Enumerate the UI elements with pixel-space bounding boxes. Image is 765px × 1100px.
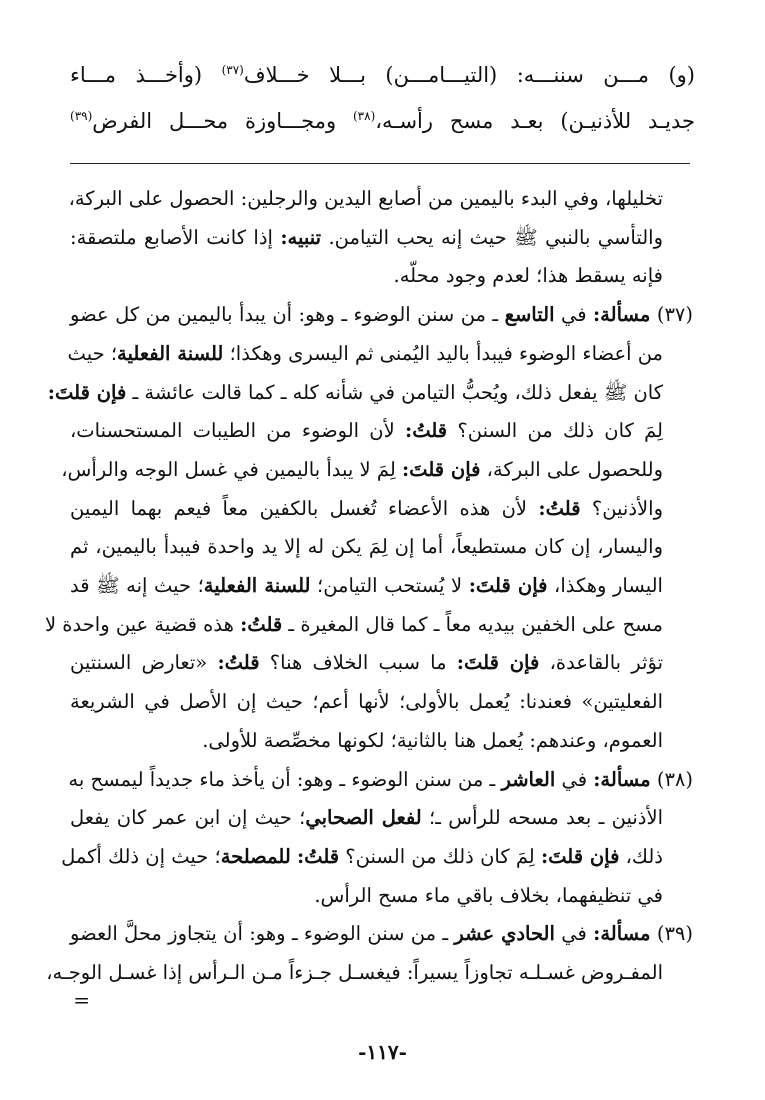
continuation-mark: =	[73, 988, 90, 1012]
note-keyword: قلتُ:	[240, 612, 283, 636]
note-37-line	[70, 567, 693, 606]
note-keyword: للسنة الفعلية	[203, 574, 311, 598]
note-keyword: لفعل الصحابي	[305, 806, 422, 830]
text-run: ؛ حيث إن ابن عمر كان يفعل	[70, 806, 306, 830]
note-38-line: في تنظيفهما، بخلاف باقي ماء مسح الرأس.	[314, 883, 663, 907]
note-keyword: فإن قلتَ:	[47, 380, 127, 404]
text-run: ذلك،	[619, 844, 663, 868]
note-keyword: مسألة:	[593, 922, 651, 946]
text-run: كان ﷺ يفعل ذلك، ويُحبُّ التيامن في شأنه كله ـ كما قالت عائشة ـ	[126, 380, 663, 404]
text-run: ؛ حيث إنه ﷺ قد	[70, 574, 204, 598]
note-37-line	[70, 412, 693, 451]
text-run: من أعضاء الوضوء فيبدأ باليد اليُمنى ثم اليسرى وهكذا؛	[223, 341, 663, 365]
note-keyword: فإن قلتَ:	[468, 574, 548, 598]
text-run: هذه قضية عين واحدة لا	[44, 612, 241, 636]
note-keyword: الحادي عشر	[454, 922, 555, 946]
text-run: اليسار وهكذا،	[547, 574, 663, 598]
note-line	[70, 219, 693, 258]
footnote-separator	[70, 163, 690, 164]
text-run: لِمَ كان ذلك من السنن؟	[447, 419, 663, 443]
note-keyword: قلتُ:	[217, 651, 260, 675]
text-run: مسح على الخفين بيديه معاً ـ كما قال المغيرة ـ	[282, 612, 663, 636]
text-run: ـ من سنن الوضوء ـ وهو: أن يتجاوز محلَّ العضو	[70, 922, 455, 946]
note-38-line	[70, 761, 693, 800]
note-keyword: فإن قلتَ:	[456, 651, 540, 675]
text-run: في	[554, 303, 593, 327]
note-37-line	[67, 335, 693, 374]
note-line: تخليلها، وفي البدء باليمين من أصابع اليدين والرجلين: الحصول على البركة،	[68, 187, 663, 210]
text-run: ومجـــاوزة محـــل الفرض	[92, 109, 353, 133]
text-run: جديـد للأذنيـن) بعـد مسح رأسـه،	[375, 109, 696, 133]
text-run: «تعارض السنتين	[70, 651, 218, 675]
note-keyword: قلتُ:	[296, 844, 340, 868]
text-run: لأن الوضوء من الطيبات المستحسنات،	[70, 419, 405, 443]
note-number: (٣٩)	[650, 922, 693, 946]
text-run: (وأخـــذ مـــاء	[70, 63, 222, 87]
note-keyword: التاسع	[504, 303, 555, 327]
note-keyword: العاشر	[501, 767, 556, 791]
text-run: ـ من سنن الوضوء ـ وهو: أن يبدأ باليمين من كل عضو	[70, 303, 505, 327]
text-run: ما سبب الخلاف هنا؟	[259, 651, 457, 675]
note-37-line	[47, 374, 693, 413]
text-run: تؤثر بالقاعدة،	[539, 651, 663, 675]
note-37-line	[70, 490, 693, 529]
note-37-line: العموم، وعندهم: يُعمل هنا بالثانية؛ لكونها مخصِّصة للأولى.	[202, 728, 663, 752]
text-run: وللحصول على البركة،	[480, 457, 663, 481]
text-run: إذا كانت الأصابع ملتصقة:	[70, 225, 281, 249]
note-keyword: قلتُ:	[538, 496, 581, 520]
note-37-line	[61, 451, 693, 490]
note-37-line	[70, 644, 693, 683]
note-37-line: واليسار، إن كان مستطيعاً، أما إن لِمَ يكن له إلا يد واحدة فيبدأ باليمين، ثم	[70, 535, 663, 559]
text-run: والأذنين؟	[580, 496, 664, 520]
note-39-line: المفـروض غسـلـه تجاوزاً يسيراً: فيغسـل جـزءاً مـن الـرأس إذا غسـل الوجـه،	[46, 961, 663, 985]
text-run: لِمَ كان ذلك من السنن؟	[339, 844, 541, 868]
note-keyword: فإن قلتَ:	[401, 457, 481, 481]
note-37-line: الفعليتين» فعندنا: يُعمل بالأولى؛ لأنها أعم؛ حيث إن الأصل في الشريعة	[70, 690, 663, 714]
note-38-line	[61, 838, 693, 877]
main-text-line	[70, 52, 695, 98]
footnotes	[44, 180, 693, 993]
note-37-line	[70, 296, 693, 335]
note-keyword: مسألة:	[592, 303, 651, 327]
text-run: لأن هذه الأعضاء تُغسل بالكفين معاً فيعم بهما اليمين	[70, 496, 539, 520]
note-keyword: للمصلحة	[220, 844, 291, 868]
note-39-line	[70, 915, 693, 954]
footnote-ref[interactable]: (٣٧)	[221, 63, 244, 77]
text-run: لا يُستحب التيامن؛	[310, 574, 469, 598]
note-38-line	[70, 799, 693, 838]
footnote-ref[interactable]: (٣٨)	[352, 109, 376, 123]
text-run: الأذنين ـ بعد مسحه للرأس ـ؛	[421, 806, 663, 830]
text-run: ؛ حيث إن ذلك أكمل	[61, 844, 221, 868]
note-keyword: مسألة:	[593, 767, 651, 791]
note-keyword: فإن قلتَ:	[540, 844, 620, 868]
note-keyword: للسنة الفعلية	[117, 341, 224, 365]
text-run: لِمَ لا يبدأ باليمين في غسل الوجه والرأس،	[61, 457, 402, 481]
note-number: (٣٨)	[650, 767, 693, 791]
main-text-line	[70, 98, 695, 144]
text-run: في	[555, 767, 594, 791]
note-line: فإنه يسقط هذا؛ لعدم وجود محلّه.	[393, 264, 663, 288]
note-keyword: قلتُ:	[405, 419, 448, 443]
text-run: في	[554, 922, 594, 946]
text-run: ؛ حيث	[67, 341, 118, 365]
page-number: -١١٧-	[358, 1040, 407, 1064]
note-keyword: تنبيه:	[280, 225, 322, 249]
footnote-ref[interactable]: (٣٩)	[70, 109, 93, 123]
text-run: والتأسي بالنبي ﷺ حيث إنه يحب التيامن.	[321, 225, 664, 249]
note-number: (٣٧)	[650, 303, 693, 327]
text-run: (و) مـــن سننـــه: (التيـــامـــن) بـــلا خـــلاف	[243, 63, 695, 87]
note-37-line	[44, 606, 693, 645]
main-text	[70, 52, 695, 144]
text-run: ـ من سنن الوضوء ـ وهو: أن يأخذ ماء جديداً ليمسح به	[68, 767, 502, 791]
